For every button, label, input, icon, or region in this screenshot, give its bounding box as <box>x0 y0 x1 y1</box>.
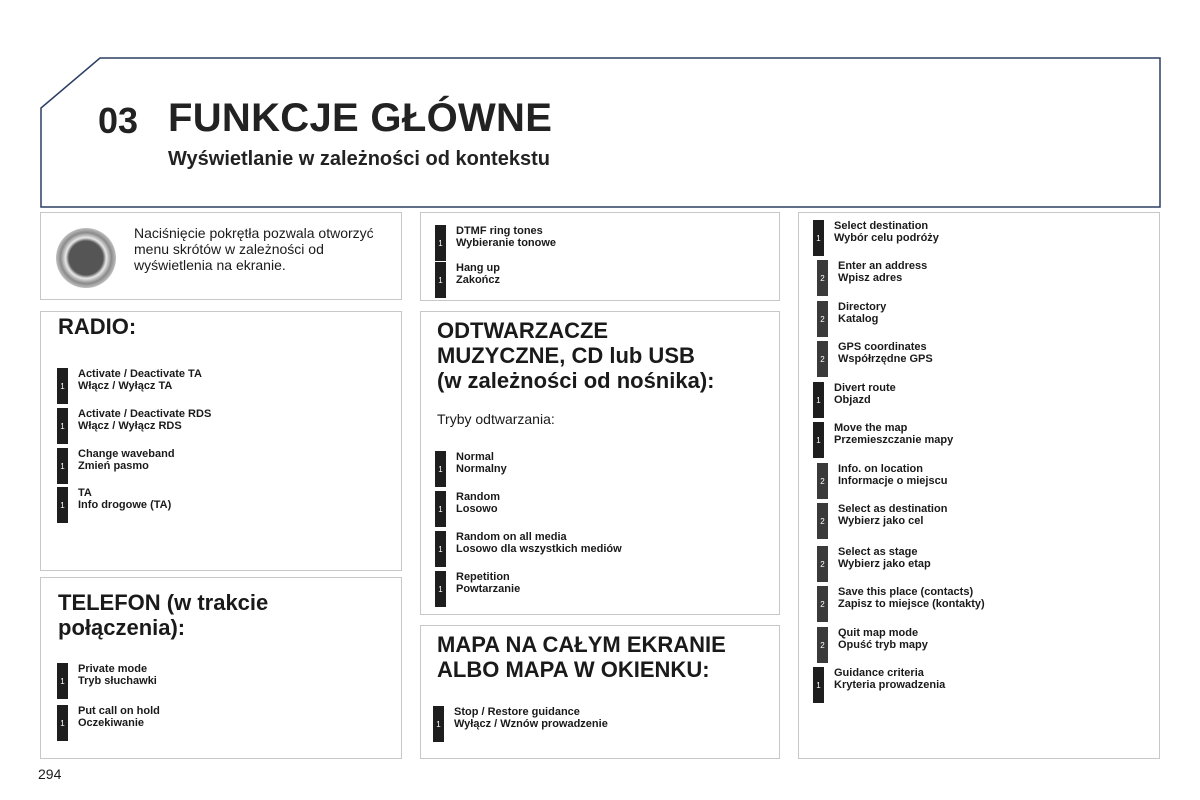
item-label-en: Normal <box>456 451 494 463</box>
item-label-pl: Wybór celu podróży <box>834 232 939 244</box>
item-label-pl: Kryteria prowadzenia <box>834 679 946 691</box>
media-title <box>437 318 714 393</box>
item-label-pl: Zapisz to miejsce (kontakty) <box>838 598 985 610</box>
level-badge: 1 <box>813 422 824 458</box>
item-label-en: Select destination <box>834 220 929 232</box>
level-badge: 1 <box>813 382 824 418</box>
item-label-en: Repetition <box>456 571 510 583</box>
map-title <box>437 632 726 682</box>
media-title-line3: (w zależności od nośnika): <box>437 368 715 393</box>
item-label-en: Guidance criteria <box>834 667 924 679</box>
item-label-pl: Zmień pasmo <box>78 460 149 472</box>
item-label-pl: Wyłącz / Wznów prowadzenie <box>454 718 608 730</box>
level-badge: 2 <box>817 503 828 539</box>
item-label-pl: Włącz / Wyłącz RDS <box>78 420 182 432</box>
level-badge: 1 <box>435 451 446 487</box>
item-label-pl: Wpisz adres <box>838 272 903 284</box>
radio-title: RADIO: <box>58 314 137 339</box>
page-number: 294 <box>38 766 62 782</box>
item-label-en: Divert route <box>834 382 896 394</box>
level-badge: 2 <box>817 301 828 337</box>
item-label-en: Stop / Restore guidance <box>454 706 580 718</box>
item-label-pl: Wybieranie tonowe <box>456 237 557 249</box>
telefon-title-line1: TELEFON (w trakcie <box>58 590 269 615</box>
level-badge: 1 <box>433 706 444 742</box>
item-label-pl: Przemieszczanie mapy <box>834 434 954 446</box>
level-badge: 2 <box>817 463 828 499</box>
level-badge: 2 <box>817 546 828 582</box>
item-label-pl: Losowo <box>456 503 498 515</box>
media-title-line2: MUZYCZNE, CD lub USB <box>437 343 695 368</box>
item-label-en: Quit map mode <box>838 627 919 639</box>
item-label-en: Enter an address <box>838 260 928 272</box>
map-title-line2: ALBO MAPA W OKIENKU: <box>437 657 710 682</box>
item-label-pl: Współrzędne GPS <box>838 353 933 365</box>
level-badge: 1 <box>57 487 68 523</box>
item-label-pl: Tryb słuchawki <box>78 675 157 687</box>
chapter-number: 03 <box>98 100 139 141</box>
telefon-title-line2: połączenia): <box>58 615 186 640</box>
item-label-pl: Objazd <box>834 394 871 406</box>
item-label-en: Save this place (contacts) <box>838 586 974 598</box>
level-badge: 1 <box>435 491 446 527</box>
item-label-pl: Opuść tryb mapy <box>838 639 928 651</box>
level-badge: 1 <box>57 368 68 404</box>
level-badge: 2 <box>817 627 828 663</box>
item-label-en: Private mode <box>78 663 148 675</box>
item-label-en: Put call on hold <box>78 705 160 717</box>
item-label-pl: Zakończ <box>456 274 501 286</box>
page-title: FUNKCJE GŁÓWNE <box>168 96 553 140</box>
knob-description: Naciśnięcie pokrętła pozwala otworzyć menu skrótów w zależności od wyświetlenia na ekranie. <box>134 225 374 273</box>
item-label-en: Move the map <box>834 422 908 434</box>
item-label-pl: Losowo dla wszystkich mediów <box>456 543 622 555</box>
item-label-en: TA <box>78 487 92 499</box>
item-label-en: Hang up <box>456 262 500 274</box>
level-badge: 1 <box>435 531 446 567</box>
level-badge: 1 <box>57 663 68 699</box>
item-label-pl: Normalny <box>456 463 507 475</box>
level-badge: 1 <box>57 448 68 484</box>
item-label-en: DTMF ring tones <box>456 225 543 237</box>
page-subtitle: Wyświetlanie w zależności od kontekstu <box>168 148 550 170</box>
level-badge: 2 <box>817 260 828 296</box>
item-label-en: Info. on location <box>838 463 923 475</box>
level-badge: 1 <box>435 262 446 298</box>
item-label-en: Directory <box>838 301 887 313</box>
level-badge: 1 <box>813 220 824 256</box>
item-label-pl: Informacje o miejscu <box>838 475 948 487</box>
item-label-en: Random <box>456 491 500 503</box>
item-label-pl: Katalog <box>838 313 879 325</box>
level-badge: 2 <box>817 341 828 377</box>
item-label-en: Activate / Deactivate RDS <box>78 408 212 420</box>
item-label-pl: Info drogowe (TA) <box>78 499 172 511</box>
media-title-line1: ODTWARZACZE <box>437 318 609 343</box>
item-label-en: Select as destination <box>838 503 948 515</box>
level-badge: 2 <box>817 586 828 622</box>
level-badge: 1 <box>435 571 446 607</box>
item-label-en: GPS coordinates <box>838 341 927 353</box>
playback-modes-label: Tryby odtwarzania: <box>437 411 555 427</box>
radio-panel <box>40 311 402 571</box>
item-label-pl: Wybierz jako cel <box>838 515 924 527</box>
item-label-pl: Wybierz jako etap <box>838 558 931 570</box>
item-label-en: Select as stage <box>838 546 918 558</box>
level-badge: 1 <box>813 667 824 703</box>
level-badge: 1 <box>435 225 446 261</box>
item-label-pl: Włącz / Wyłącz TA <box>78 380 173 392</box>
item-label-en: Change waveband <box>78 448 175 460</box>
map-title-line1: MAPA NA CAŁYM EKRANIE <box>437 632 726 657</box>
item-label-en: Random on all media <box>456 531 567 543</box>
item-label-pl: Powtarzanie <box>456 583 521 595</box>
telefon-title <box>58 590 268 640</box>
level-badge: 1 <box>57 705 68 741</box>
level-badge: 1 <box>57 408 68 444</box>
item-label-en: Activate / Deactivate TA <box>78 368 202 380</box>
rotary-knob-icon <box>56 228 116 288</box>
item-label-pl: Oczekiwanie <box>78 717 145 729</box>
